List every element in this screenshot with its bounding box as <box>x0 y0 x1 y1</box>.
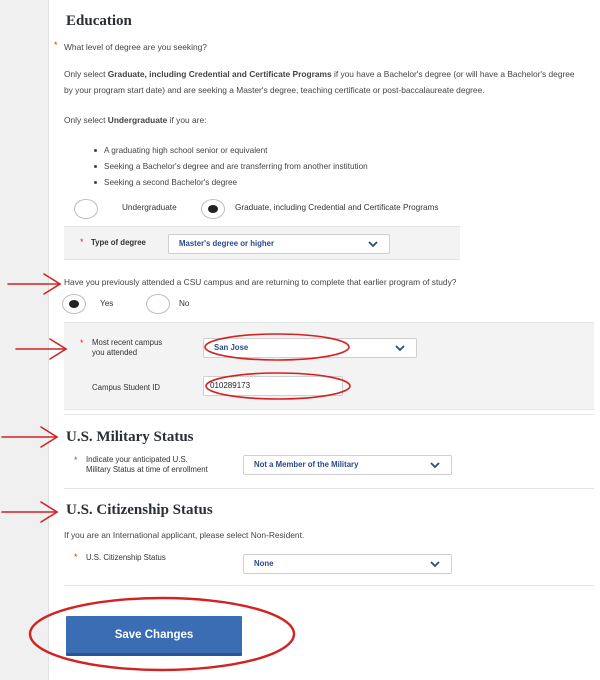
graduate-radio-label[interactable]: Graduate, including Credential and Certificate Programs <box>235 203 439 212</box>
csu-returning-question: Have you previously attended a CSU campus and are returning to complete that earlier program of study? <box>64 277 457 287</box>
citizenship-status-label: U.S. Citizenship Status <box>86 553 166 562</box>
undergraduate-radio-label[interactable]: Undergraduate <box>122 203 177 212</box>
section-divider <box>64 585 594 586</box>
degree-type-label: Type of degree <box>91 238 146 247</box>
campus-student-id-label: Campus Student ID <box>92 383 161 392</box>
military-status-label: Indicate your anticipated U.S. Military Status at time of enrollment <box>86 455 208 474</box>
military-status-value: Not a Member of the Military <box>254 460 359 469</box>
degree-type-select[interactable] <box>168 234 390 254</box>
graduate-radio[interactable] <box>201 199 225 219</box>
list-item: Seeking a second Bachelor's degree <box>92 175 368 191</box>
degree-level-question: What level of degree are you seeking? <box>64 42 207 52</box>
graduate-instructions: Only select Graduate, including Credential and Certificate Programs if you have a Bachelor's degree (or will have a Bachelor's degree <box>64 69 575 79</box>
save-changes-button[interactable]: Save Changes <box>66 616 242 656</box>
csu-no-label[interactable]: No <box>179 299 190 308</box>
chevron-down-icon <box>394 342 406 354</box>
list-item: A graduating high school senior or equivalent <box>92 143 368 159</box>
graduate-instructions-line2: by your program start date) and are seeking a Master's degree, teaching certificate or post-baccalaureate degree. <box>64 85 485 95</box>
recent-campus-value: San Jose <box>214 343 249 352</box>
citizenship-status-value: None <box>254 559 274 568</box>
education-title: Education <box>66 13 132 29</box>
section-divider <box>64 414 594 415</box>
required-asterisk: * <box>74 455 78 465</box>
returning-student-panel <box>64 322 594 410</box>
list-item: Seeking a Bachelor's degree and are transferring from another institution <box>92 159 368 175</box>
required-asterisk: * <box>74 552 78 562</box>
chevron-down-icon <box>429 558 441 570</box>
recent-campus-select[interactable] <box>203 338 417 358</box>
undergraduate-instructions: Only select Undergraduate if you are: <box>64 115 207 125</box>
csu-yes-radio[interactable] <box>62 294 86 314</box>
chevron-down-icon <box>429 459 441 471</box>
undergraduate-criteria-list <box>92 143 368 191</box>
citizenship-status-title: U.S. Citizenship Status <box>66 502 213 518</box>
citizenship-status-select[interactable] <box>243 554 452 574</box>
csu-no-radio[interactable] <box>146 294 170 314</box>
undergraduate-radio[interactable] <box>74 199 98 219</box>
military-status-title: U.S. Military Status <box>66 429 194 445</box>
military-status-select[interactable] <box>243 455 452 475</box>
degree-type-value: Master's degree or higher <box>179 239 275 248</box>
section-divider <box>64 488 594 489</box>
csu-yes-label[interactable]: Yes <box>100 299 114 308</box>
required-asterisk: * <box>54 40 58 50</box>
campus-student-id-input[interactable]: 010289173 <box>203 376 343 396</box>
chevron-down-icon <box>367 238 379 250</box>
required-asterisk: * <box>80 237 84 247</box>
citizenship-note: If you are an International applicant, please select Non-Resident. <box>64 530 305 540</box>
recent-campus-label: Most recent campus you attended <box>92 338 163 357</box>
required-asterisk: * <box>80 338 84 348</box>
